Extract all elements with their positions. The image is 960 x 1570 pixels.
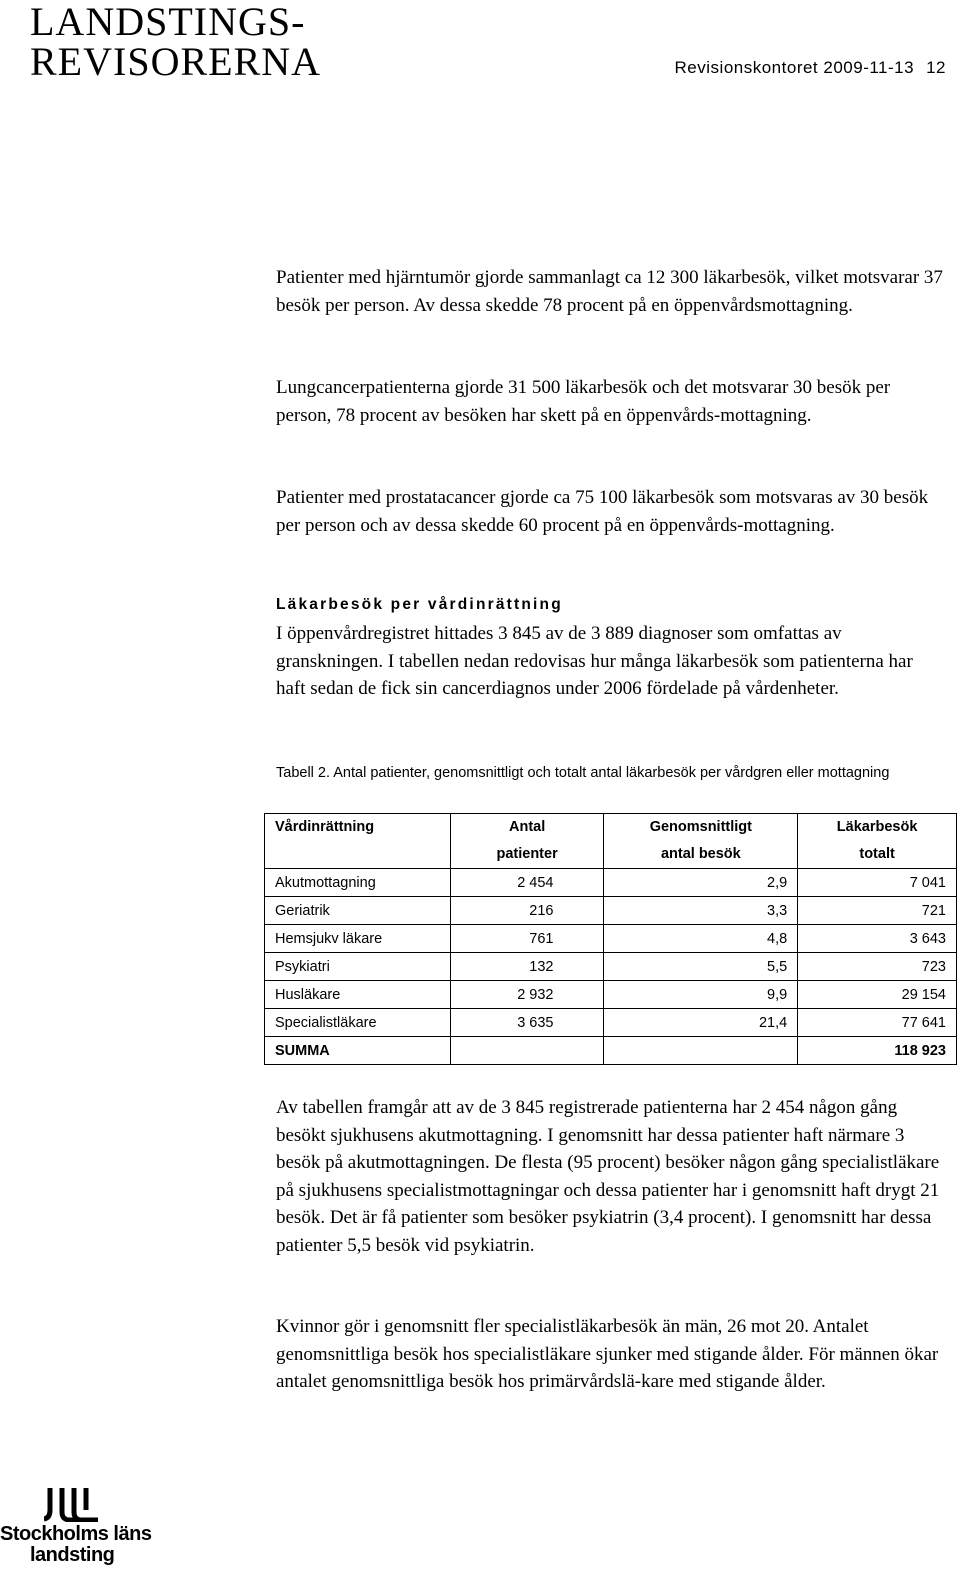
row-avg: 21,4 <box>604 1009 798 1037</box>
logo-line-2: REVISORERNA <box>30 39 322 84</box>
logo-line-1: LANDSTINGS- <box>30 0 306 44</box>
row-avg: 9,9 <box>604 981 798 1009</box>
row-avg: 3,3 <box>604 897 798 925</box>
landstingsrevisorerna-logo <box>30 2 321 82</box>
table-row <box>265 897 957 925</box>
summa-total: 118 923 <box>798 1037 957 1065</box>
table-row <box>265 953 957 981</box>
row-name: Geriatrik <box>265 897 451 925</box>
table-row <box>265 981 957 1009</box>
row-total: 3 643 <box>798 925 957 953</box>
row-total: 721 <box>798 897 957 925</box>
row-name: Psykiatri <box>265 953 451 981</box>
row-avg: 4,8 <box>604 925 798 953</box>
row-patients: 3 635 <box>450 1009 604 1037</box>
table-header-row <box>265 814 957 842</box>
row-patients: 132 <box>450 953 604 981</box>
summa-empty-patients <box>450 1037 604 1065</box>
row-total: 29 154 <box>798 981 957 1009</box>
paragraph-oppenvardregistret: I öppenvårdregistret hittades 3 845 av de 3 889 diagnoser som omfattas av granskningen. I tabellen nedan redovisas hur många läkarbesök som patienterna har haft sedan de fick sin cancerdiagnos under 2006 fördelade på vårdenheter. <box>276 623 913 699</box>
table-row <box>265 925 957 953</box>
table-caption: Tabell 2. Antal patienter, genomsnittligt och totalt antal läkarbesök per vårdgren eller mottagning <box>276 765 890 781</box>
summa-empty-avg <box>604 1037 798 1065</box>
header-antal: Antal <box>450 814 604 842</box>
paragraph-table-analysis: Av tabellen framgår att av de 3 845 registrerade patienterna har 2 454 någon gång besökt sjukhusens akutmottagning. I genomsnitt har dessa patienter haft närmare 3 besök på akutmottagningen. De flesta (95 procent) besöker någon gång specialistläkare på sjukhusens specialistmottagningar och dessa patienter har i genomsnitt haft drygt 21 besök. Det är få patienter som besöker psykiatrin (3,4 procent). I genomsnitt har dessa patienter 5,5 besök vid psykiatrin. <box>276 1097 940 1256</box>
stockholms-lans-landsting-logo <box>0 1488 160 1566</box>
row-name: Husläkare <box>265 981 451 1009</box>
row-name: Specialistläkare <box>265 1009 451 1037</box>
paragraph-lungcancer: Lungcancerpatienterna gjorde 31 500 läkarbesök och det motsvarar 30 besök per person, 78 procent av besöken har skett på en öppenvårds-mottagning. <box>276 377 891 426</box>
row-avg: 2,9 <box>604 869 798 897</box>
row-total: 77 641 <box>798 1009 957 1037</box>
table-summa-row <box>265 1037 957 1065</box>
row-patients: 2 454 <box>450 869 604 897</box>
row-name: Hemsjukv läkare <box>265 925 451 953</box>
row-patients: 761 <box>450 925 604 953</box>
page-header-info <box>675 58 946 78</box>
header-vardinrattning: Vårdinrättning <box>265 814 451 869</box>
header-lakarbesok: Läkarbesök <box>798 814 957 842</box>
row-avg: 5,5 <box>604 953 798 981</box>
table-row <box>265 869 957 897</box>
header-totalt: totalt <box>798 841 957 869</box>
section-heading: Läkarbesök per vårdinrättning <box>276 596 563 613</box>
header-patienter: patienter <box>450 841 604 869</box>
sll-emblem-icon <box>44 1488 98 1522</box>
visits-table <box>264 813 957 1065</box>
summa-label: SUMMA <box>265 1037 451 1065</box>
row-patients: 216 <box>450 897 604 925</box>
page-number: 12 <box>926 58 946 77</box>
row-name: Akutmottagning <box>265 869 451 897</box>
footer-logo-line-1: Stockholms läns <box>0 1523 152 1545</box>
paragraph-hjarntumor: Patienter med hjärntumör gjorde sammanlagt ca 12 300 läkarbesök, vilket motsvarar 37 besök per person. Av dessa skedde 78 procent på en öppenvårdsmottagning. <box>276 267 943 316</box>
paragraph-gender-age: Kvinnor gör i genomsnitt fler specialistläkarbesök än män, 26 mot 20. Antalet genomsnittliga besök hos specialistläkare sjunker med stigande ålder. För männen ökar antalet genomsnittliga besök hos primärvårdslä-kare med stigande ålder. <box>276 1316 939 1392</box>
row-patients: 2 932 <box>450 981 604 1009</box>
table-row <box>265 1009 957 1037</box>
paragraph-prostatacancer: Patienter med prostatacancer gjorde ca 75 100 läkarbesök som motsvaras av 30 besök per person och av dessa skedde 60 procent på en öppenvårds-mottagning. <box>276 487 929 536</box>
row-total: 723 <box>798 953 957 981</box>
header-antal-besok: antal besök <box>604 841 798 869</box>
org-date: Revisionskontoret 2009-11-13 <box>674 58 915 77</box>
row-total: 7 041 <box>798 869 957 897</box>
header-genomsnittligt: Genomsnittligt <box>604 814 798 842</box>
footer-logo-line-2: landsting <box>30 1544 115 1566</box>
